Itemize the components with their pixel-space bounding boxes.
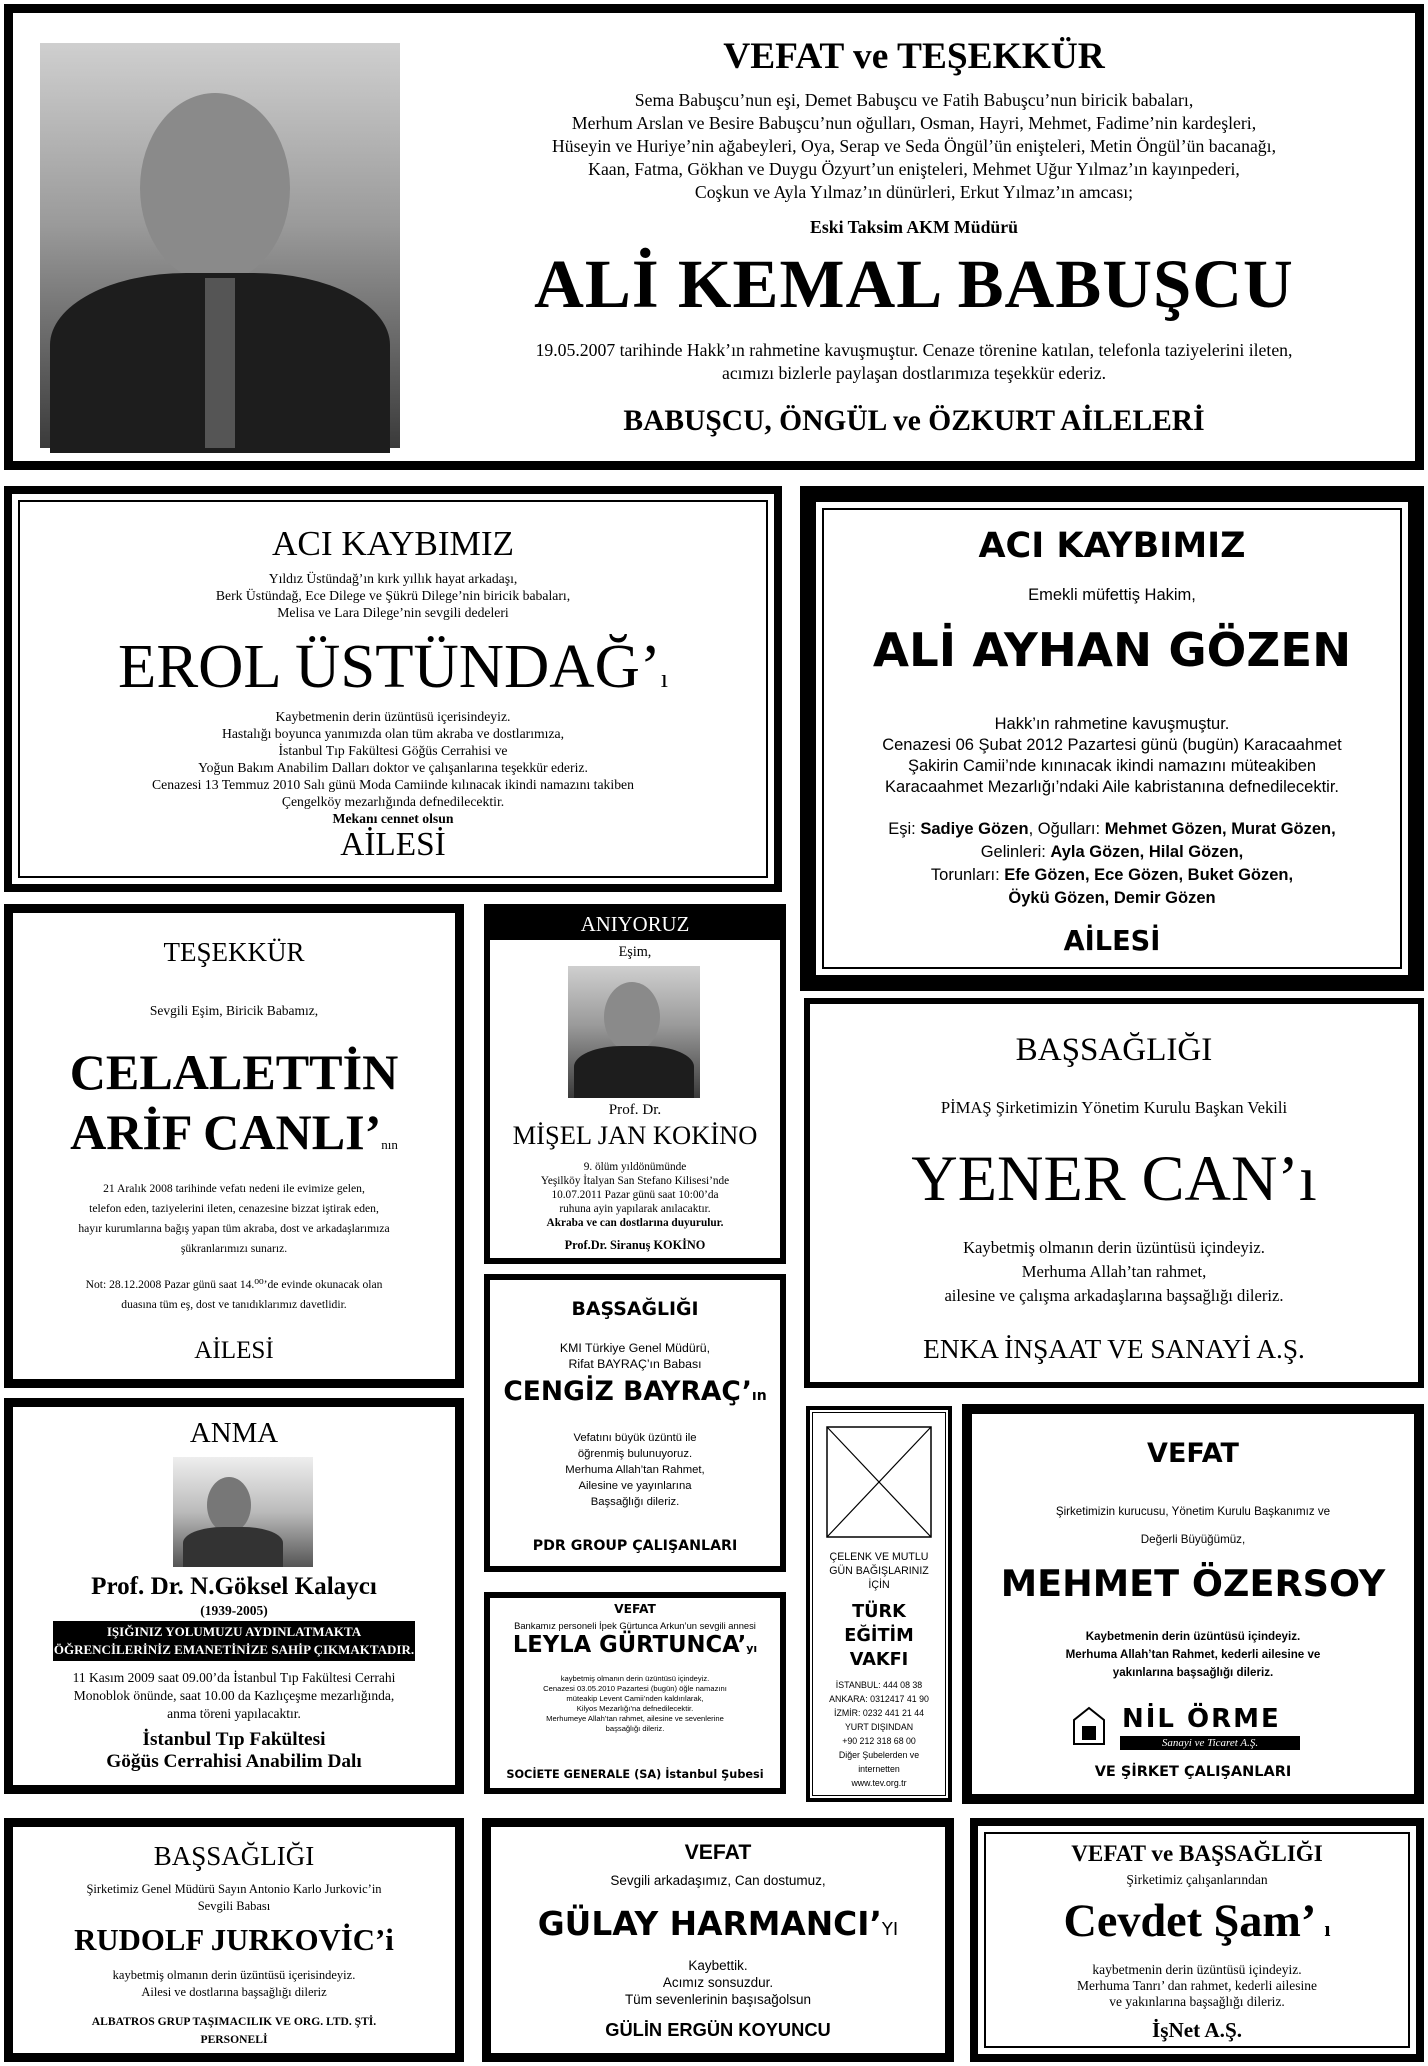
notice-intro: Yıldız Üstündağ’ın kırk yıllık hayat arkadaşı, Berk Üstündağ, Ece Dilege ve Şükrü Dilege’nin biricik babaları, Melisa ve Lara Dilege’nin sevgili dedeleri [215,571,571,620]
deceased-name: ALİ KEMAL BABUŞCU [534,246,1294,322]
notice-title: VEFAT ve BAŞSAĞLIĞI [1071,1840,1323,1866]
notice-cevdet-sam [970,1818,1424,2062]
notice-title: ACI KAYBIMIZ [271,524,515,563]
notice-signature: ENKA İNŞAAT VE SANAYİ A.Ş. [923,1334,1305,1364]
notice-body: kaybetmenin derin üzüntüsü içindeyiz. Merhuma Tanrı’ dan rahmet, kederli ailesine ve yakınlarına başsağlığı dileriz. [1077,1962,1317,2009]
notice-signature: GÜLİN ERGÜN KOYUNCU [605,2019,831,2040]
notice-leyla-gurtunca [484,1592,786,1794]
notice-title: VEFAT [684,1841,752,1864]
foundation-name: TÜRK EĞİTİM VAKFI [844,1602,914,1670]
notice-body: kaybetmiş olmanın derin üzüntüsü içerisindeyiz. Ailesi ve dostlarına başsağlığı dileriz [112,1968,356,1999]
deceased-name: LEYLA GÜRTUNCA’yı [512,1632,758,1658]
notice-body: Kaybetmenin derin üzüntüsü içindeyiz. Merhuma Allah’tan Rahmet, kederli ailesine ve yakınlarına başsağlığı dileriz. [1065,1630,1321,1679]
notice-signature: PDR GROUP ÇALIŞANLARI [532,1538,738,1554]
contact-list: İSTANBUL: 444 08 38 ANKARA: 0312417 41 90 İZMİR: 0232 441 21 44 YURT DIŞINDAN +90 212 318 68 00 Diğer Şubelerden ve internetten www.tev.org.tr [829,1680,929,1788]
notice-signature: SOCİETE GENERALE (SA) İstanbul Şubesi [506,1768,764,1781]
notice-signature: AİLESİ [340,826,446,863]
notice-note: Not: 28.12.2008 Pazar günü saat 14.⁰⁰’de evinde okunacak olan duasına tüm eş, dost ve tanıdıklarımız davetlidir. [85,1278,383,1311]
notice-body: Kaybetmenin derin üzüntüsü içerisindeyiz. Hastalığı boyunca yanımızda olan tüm akraba ve dostlarımıza, İstanbul Tıp Fakültesi Göğüs Cerrahisi ve Yoğun Bakım Anabilim Dalları doktor ve çalışanlarına teşekkür ederiz. Cenazesi 13 Temmuz 2010 Salı günü Moda Camiinde kılınacak ikindi namazını takiben Çengelköy mezarlığında defnedilecektir. Mekanı cennet olsun [152,709,634,826]
notice-body: Kaybetmiş olmanın derin üzüntüsü içindeyiz. Merhuma Allah’tan rahmet, ailesine ve çalışma arkadaşlarına başsağlığı dileriz. [944,1238,1284,1305]
notice-intro: PİMAŞ Şirketimizin Yönetim Kurulu Başkan Vekili [940,1098,1288,1117]
notice-intro: Şirketimizin kurucusu, Yönetim Kurulu Başkanımız ve Değerli Büyüğümüz, [1055,1505,1331,1546]
notice-title: ACI KAYBIMIZ [978,526,1246,566]
company-logo: NİL ÖRME Sanayi ve Ticaret A.Ş. [1072,1704,1332,1752]
notice-title: BAŞSAĞLIĞI [571,1298,699,1320]
notice-title: VEFAT [1147,1438,1239,1469]
notice-signature: İşNet A.Ş. [1151,2018,1243,2042]
portrait-photo [568,966,700,1098]
notice-intro: Sema Babuşcu’nun eşi, Demet Babuşcu ve Fatih Babuşcu’nun biricik babaları, Merhum Arslan ve Besire Babuşcu’nun oğulları, Osman, Hayri, Mehmet, Fadime’nin kardeşleri, Hüseyin ve Huriye’nin ağabeyleri, Oya, Serap ve Seda Öngül’ün enişteleri, Metin Öngül’ün bacanağı, Kaan, Fatma, Gökhan ve Duygu Özyurt’un enişteleri, Mehmet Uğur Yılmaz’ın kayınpederi, Coşkun ve Ayla Yılmaz’ın dünürleri, Erkut Yılmaz’ın amcası; [552,90,1276,202]
notice-mehmet-ozersoy [962,1404,1424,1804]
notice-intro: Sevgili arkadaşımız, Can dostumuz, [610,1873,826,1888]
deceased-name: GÜLAY HARMANCI’YI [537,1905,899,1943]
notice-body: Vefatını büyük üzüntü ile öğrenmiş bulunuyoruz. Merhuma Allah’tan Rahmet, Ailesine ve yayınlarına Başsağlığı dileriz. [565,1432,705,1508]
notice-title: BAŞSAĞLIĞI [1015,1032,1213,1068]
notice-gulay-harmanci [482,1818,954,2062]
notice-celalettin-arif-canli [4,904,464,1388]
placeholder-image [826,1426,932,1538]
deceased-name: MİŞEL JAN KOKİNO [512,1120,758,1150]
title-prefix: Prof. Dr. [608,1102,662,1118]
notice-ali-ayhan-gozen [800,486,1424,991]
portrait-photo [173,1457,313,1567]
notice-title: VEFAT ve TEŞEKKÜR [723,36,1105,77]
notice-tev-donation [806,1406,952,1802]
deceased-name-line1: CELALETTİN [69,1044,399,1100]
notice-rudolf-jurkovic [4,1818,464,2062]
notice-signature: AİLESİ [194,1337,274,1364]
portrait-photo [40,43,400,448]
notice-body: kaybetmiş olmanın derin üzüntüsü içindeyiz. Cenazesi 03.05.2010 Pazartesi (bugün) öğle namazını müteakip Levent Camii’nden kaldırılarak, Kilyos Mezarlığı’na defnedilecektir. Merhumeye Allah’tan rahmet, ailesine ve sevenlerine başsağlığı dileriz. [543,1674,727,1733]
notice-body: 11 Kasım 2009 saat 09.00’da İstanbul Tıp Fakültesi Cerrahi Monoblok önünde, saat 10.00 da Kazlıçeşme mezarlığında, anma töreni yapılacaktır. [72,1670,396,1721]
deceased-name: CENGİZ BAYRAÇ’ın [503,1376,767,1407]
notice-body: 21 Aralık 2008 tarihinde vefatı nedeni ile evimize gelen, telefon eden, taziyelerini ileten, cenazesine bizzat iştirak eden, hayır kurumlarına bağış yapan tüm akraba, dost ve arkadaşlarımıza şükranlarımızı sunarız. [78,1182,390,1255]
notice-title-band: ANIYORUZ [490,910,780,940]
notice-signature: İstanbul Tıp Fakültesi Göğüs Cerrahisi Anabilim Dalı [106,1729,362,1772]
notice-title: TEŞEKKÜR [163,937,305,967]
family-list: Eşi: Sadiye Gözen, Oğulları: Mehmet Gözen, Murat Gözen, Gelinleri: Ayla Gözen, Hilal Gözen, Torunları: Efe Gözen, Ece Gözen, Buket Gözen, Öykü Gözen, Demir Gözen [888,820,1336,907]
notice-title: VEFAT [614,1602,656,1616]
deceased-role: Eski Taksim AKM Müdürü [810,217,1018,237]
notice-title: BAŞSAĞLIĞI [153,1841,315,1871]
deceased-role: Emekli müfettiş Hakim, [1028,586,1196,604]
notice-title: ANMA [189,1417,279,1449]
notice-intro: Bankamız personeli İpek Gürtunca Arkun’un sevgili annesi [514,1620,756,1631]
notice-signature: VE ŞİRKET ÇALIŞANLARI [1094,1764,1292,1780]
notice-intro: Şirketimiz çalışanlarından [1126,1872,1268,1887]
deceased-name: RUDOLF JURKOVİC’i [74,1923,394,1957]
notice-intro: KMI Türkiye Genel Müdürü, Rifat BAYRAÇ’ın Babası [559,1341,711,1371]
notice-goksel-kalayci [4,1398,464,1794]
notice-cengiz-bayrac [484,1274,786,1572]
deceased-name: Prof. Dr. N.Göksel Kalaycı [91,1573,377,1600]
notice-intro: Şirketimiz Genel Müdürü Sayın Antonio Karlo Jurkovic’in Sevgili Babası [86,1882,382,1913]
notice-yener-can [804,998,1424,1388]
deceased-name: YENER CAN’ı [911,1143,1317,1214]
notice-signature: AİLESİ [1063,926,1161,957]
notice-signature: ALBATROS GRUP TAŞIMACILIK VE ORG. LTD. ŞTİ. PERSONELİ [91,2015,377,2046]
notice-body: Hakk’ın rahmetine kavuşmuştur. Cenazesi 06 Şubat 2012 Pazartesi günü (bugün) Karacaahmet Şakirin Camii’nde kınınacak ikindi namazını müteakiben Karacaahmet Mezarlığı’ndaki Aile kabristanına defnedilecektir. [882,715,1342,796]
notice-ali-kemal-babuscu [4,4,1424,470]
nil-orme-logo-icon [1072,1706,1106,1746]
notice-intro: Sevgili Eşim, Biricik Babamız, [149,1003,319,1018]
deceased-name: EROL ÜSTÜNDAĞ’ı [118,631,668,701]
notice-signature: BABUŞCU, ÖNGÜL ve ÖZKURT AİLELERİ [623,405,1205,437]
notice-body: 19.05.2007 tarihinde Hakk’ın rahmetine kavuşmuştur. Cenaze törenine katılan, telefonla taziyelerini ileten, acımızı bizlerle paylaşan dostlarımıza teşekkür ederiz. [535,340,1293,383]
notice-signature: Prof.Dr. Siranuş KOKİNO [564,1238,706,1252]
deceased-name: ALİ AYHAN GÖZEN [872,624,1352,678]
years: (1939-2005) [200,1603,268,1618]
notice-erol-ustundag [4,486,782,892]
deceased-name-line2: ARİF CANLI’nın [70,1104,398,1160]
notice-body: 9. ölüm yıldönümünde Yeşilköy İtalyan San Stefano Kilisesi’nde 10.07.2011 Pazar günü saat 10:00’da ruhuna ayin yapılarak anılacaktır. Akraba ve can dostlarına duyurulur. [540,1161,730,1229]
deceased-name: MEHMET ÖZERSOY [1000,1562,1386,1605]
notice-misel-jan-kokino [484,904,786,1264]
caption: ÇELENK VE MUTLU GÜN BAĞIŞLARINIZ İÇİN [829,1551,929,1591]
notice-body: Kaybettik. Acımız sonsuzdur. Tüm sevenlerinin başısağolsun [624,1958,812,2007]
notice-intro: Eşim, [618,944,652,960]
quote-band: IŞIĞINIZ YOLUMUZU AYDINLATMAKTA ÖĞRENCİLERİNİZ EMANETİNİZE SAHİP ÇIKMAKTADIR. [53,1621,415,1661]
deceased-name: Cevdet Şam’ ı [1063,1895,1331,1946]
